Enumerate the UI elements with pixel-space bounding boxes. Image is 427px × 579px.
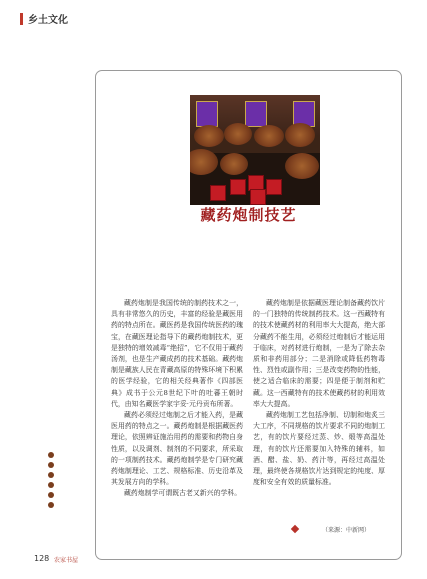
page-footer [0,552,427,572]
dot-icon [48,452,54,458]
article-source: （来源：中新网） [322,527,371,534]
paragraph: 藏药炮制工艺包括净制、切制和炮炙三大工序，不同规格的饮片要求不同的炮制工艺，有的饮片要经过蒸、炒、煅等高温处理，有的饮片还需要加入特殊的辅料，如酒、醋、盐、奶、药汁等，再经过高温处理，最终使各规格饮片达到规定的纯度、厚度和安全有效的质量标准。 [253,411,385,487]
herb-tray [285,153,319,179]
herb-tray [254,125,284,147]
magazine-name: 农家书屋 [54,557,79,564]
page-number: 128 [34,554,50,563]
decorative-dots [45,452,57,512]
dot-icon [48,462,54,468]
medicine-box [230,179,246,195]
medicine-box [250,189,266,205]
herb-tray [194,125,224,147]
section-marker [20,13,23,25]
paragraph: 藏药炮制学可谓既古老又新兴的学科。 [124,489,242,498]
dot-icon [48,482,54,488]
section-title: 乡土文化 [28,15,68,26]
dot-icon [48,472,54,478]
left-column [111,298,243,500]
paragraph: 藏药炮制是依据藏医理论制备藏药饮片的一门独特的传统制药技术。这一西藏特有的技术使藏药材的利用率大大提高，绝大部分藏药不能生用，必须经过炮制后才能运用于临床，对药材进行炮制，一是为了除去杂质和非药用部分；二是消除或降低药物毒性、烈性或副作用；三是改变药物的性能，使之适合临床的需要；四是便于制剂和贮藏。这一西藏特有的技术使藏药材的利用效率大大提高。 [253,299,385,408]
herb-tray [285,123,315,147]
dot-icon [48,492,54,498]
photo-banner [196,101,218,127]
paragraph: 藏药必须经过炮制之后才能入药，是藏医用药的特点之一。藏药炮制是根据藏医药理论，依照辨证施治用药的需要和药物自身性质，以及调剂、制剂的不同要求，所采取的一项制药技术。藏药炮制学是专门研究藏药炮制理论、工艺、规格标准、历史沿革及其发展方向的学科。 [111,411,243,487]
article-title: 藏药炮制技艺 [200,206,297,224]
herb-tray [220,153,248,175]
herb-tray [224,123,252,145]
section-header [0,0,427,30]
dot-icon [48,502,54,508]
photo-banner [245,101,267,127]
medicine-box [266,179,282,195]
medicine-box [210,185,226,201]
paragraph: 藏药炮制是我国传统的制药技术之一，具有非常悠久的历史，丰富的经验是藏医用药的特点所在。藏医药是我国传统医药的瑰宝，在藏医理论指导下的藏药炮制技术，更是独特的增效减毒“绝招”，它不仅用于藏药汤剂，也是生产藏成药的技术基础。藏药炮制是藏族人民在青藏高原的特殊环境下积累的医学经验，它的相关经典著作《四部医典》成书于公元8世纪下叶的吐蕃王朝时代，由知名藏医学家宇妥·元丹贡布所著。 [111,299,243,408]
right-column [253,298,385,488]
tibetan-medicine-photo [190,95,320,205]
